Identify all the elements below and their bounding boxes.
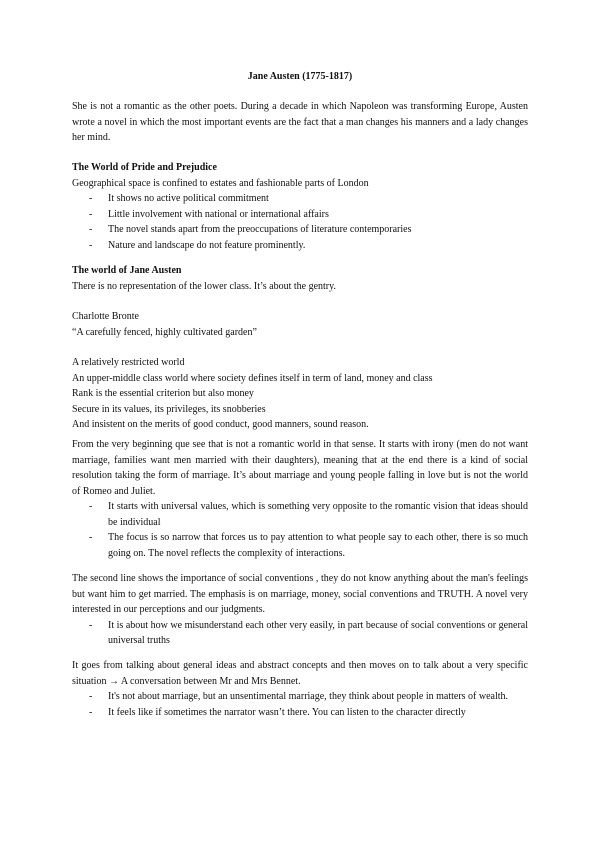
bullet-list xyxy=(72,689,528,720)
dash-marker: - xyxy=(89,706,93,718)
quote-author: Charlotte Bronte xyxy=(72,311,139,322)
paragraph: The second line shows the importance of social conventions , they do not know anything about the man's feelings but want him to get married. The emphasis is on marriage, money, social conventions and TRUTH. A novel very interested in our perceptions and our judgments. xyxy=(72,573,528,615)
section-conventions xyxy=(72,571,528,649)
section-pride-prejudice xyxy=(72,160,528,253)
dash-marker: - xyxy=(89,501,93,512)
dash-marker: - xyxy=(89,193,93,204)
list-item: - Little involvement with national or international affairs xyxy=(72,207,528,223)
intro-paragraph: She is not a romantic as the other poets. During a decade in which Napoleon was transforming Europe, Austen wrote a novel in which the most important events are the fact that a man changes his manners and a lady changes her mind. xyxy=(72,101,528,143)
list-item: - The focus is so narrow that forces us to pay attention to what people say to each other, there is so much going on. The novel reflects the complexity of interactions. xyxy=(89,532,528,559)
dash-marker: - xyxy=(89,532,93,543)
list-item: - It's not about marriage, but an unsentimental marriage, they think about people in matters of wealth. xyxy=(72,689,528,705)
dash-marker: - xyxy=(89,239,93,251)
section-heading: The World of Pride and Prejudice xyxy=(72,162,217,173)
bullet-list xyxy=(72,618,528,649)
list-item: - It is about how we misunderstand each other very easily, in part because of social conventions or general universal truths xyxy=(89,619,528,646)
bullet-list xyxy=(72,191,528,253)
section-heading: The world of Jane Austen xyxy=(72,265,182,276)
paragraph: From the very beginning que see that is not a romantic world in that sense. It starts with irony (men do not want marriage, families want men married with their daughters), meaning that at the end there is a kind of social resolution taking the form of marriage. It’s about marriage and young people falling in love but is not the world of Romeo and Juliet. xyxy=(72,439,528,497)
bullet-list xyxy=(72,499,528,561)
section-bennet xyxy=(72,658,528,720)
dash-marker: - xyxy=(89,691,93,702)
section-irony xyxy=(72,437,528,561)
section-text: Geographical space is confined to estates and fashionable parts of London xyxy=(72,177,369,189)
list-item: - The novel stands apart from the preoccupations of literature contemporaries xyxy=(72,222,528,238)
quote: “A carefully fenced, highly cultivated garden” xyxy=(72,326,257,338)
list-item: And insistent on the merits of good conduct, good manners, sound reason. xyxy=(72,419,369,430)
list-item: Secure in its values, its privileges, its snobberies xyxy=(72,403,266,415)
paragraph: It goes from talking about general ideas and abstract concepts and then moves on to talk about a very specific situation → A conversation between Mr and Mrs Bennet. xyxy=(72,660,528,687)
list-item: - It starts with universal values, which is something very opposite to the romantic vision that ideas should be individual xyxy=(89,501,528,528)
dash-marker: - xyxy=(89,619,93,631)
document-title: Jane Austen (1775-1817) xyxy=(247,71,353,82)
list-item: An upper-middle class world where society defines itself in term of land, money and class xyxy=(72,372,433,384)
world-description xyxy=(72,355,528,433)
list-item: Rank is the essential criterion but also money xyxy=(72,388,254,399)
section-world-of-austen xyxy=(72,263,528,433)
section-text: There is no representation of the lower class. It’s about the gentry. xyxy=(72,280,336,292)
list-item: - Nature and landscape do not feature prominently. xyxy=(72,238,528,254)
dash-marker: - xyxy=(89,208,93,220)
list-item: - It shows no active political commitment xyxy=(72,191,528,207)
dash-marker: - xyxy=(89,224,93,235)
list-item: - It feels like if sometimes the narrator wasn’t there. You can listen to the character directly xyxy=(72,705,528,721)
list-item: A relatively restricted world xyxy=(72,357,185,368)
